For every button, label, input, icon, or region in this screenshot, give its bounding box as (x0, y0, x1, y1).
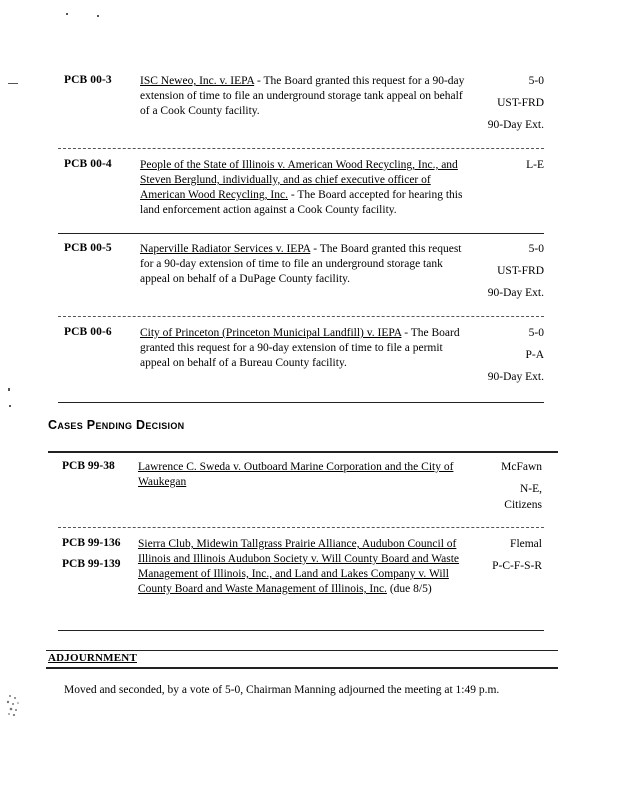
section-heading: Cases Pending Decision (48, 418, 185, 432)
adjournment-rule-top (46, 650, 558, 651)
case-number: PCB 00-3 (64, 74, 112, 86)
assigned-member: Flemal (510, 538, 542, 550)
case-party: Naperville Radiator Services v. IEPA (140, 243, 311, 255)
case-text: - The Board granted this request for a 90-day extension of time to file a permit appeal on behalf of a Bureau County facility. (140, 327, 460, 369)
case-separator (58, 233, 544, 234)
scan-speck (97, 15, 99, 17)
vote-note: 90-Day Ext. (487, 287, 544, 299)
vote-value: 5-0 (528, 243, 544, 255)
case-party: Sierra Club, Midewin Tallgrass Prairie Alliance, Audubon Council of Illinois and Illinois Audubon Society v. Will County Board and Waste Management of Illinois, Inc., and Land and Lakes Company v. Will County Board and Waste Management of Illinois, Inc. (138, 538, 460, 595)
adjournment-rule-bottom (46, 667, 558, 669)
vote-type: L-E (526, 159, 544, 171)
case-text: - The Board accepted for hearing this land enforcement action against a Cook County facility. (140, 189, 463, 216)
case-votes (492, 533, 542, 577)
case-number: PCB 99-139 (62, 558, 121, 570)
vote-type: UST-FRD (497, 265, 544, 277)
case-description (140, 158, 470, 218)
case-text: (due 8/5) (386, 583, 432, 595)
case-number: PCB 00-6 (64, 326, 112, 338)
case-number: PCB 00-4 (64, 158, 112, 170)
case-number: PCB 99-136 (62, 537, 121, 549)
case-type: N-E, (519, 483, 542, 495)
case-number: PCB 00-5 (64, 242, 112, 254)
case-separator (58, 148, 544, 149)
case-votes (488, 238, 544, 304)
assigned-member: McFawn (501, 461, 542, 473)
case-separator (58, 527, 544, 528)
case-party: ISC Neweo, Inc. v. IEPA (140, 75, 255, 87)
case-type: P-C-F-S-R (492, 560, 542, 572)
case-text: - The Board granted this request for a 90-day extension of time to file an underground storage tank appeal on behalf of a DuPage County facility. (140, 243, 462, 285)
section-rule (48, 451, 558, 453)
vote-note: 90-Day Ext. (487, 371, 544, 383)
case-votes (526, 154, 544, 176)
case-separator (58, 630, 544, 631)
case-party: People of the State of Illinois v. American Wood Recycling, Inc., and Steven Berglund, individually, and as chief executive officer of American Wood Recycling, Inc. (140, 159, 458, 201)
case-description (140, 326, 470, 371)
case-party: Lawrence C. Sweda v. Outboard Marine Corporation and the City of Waukegan (138, 461, 454, 488)
scan-speck (8, 388, 10, 391)
case-votes (488, 322, 544, 388)
scan-speck (66, 13, 68, 15)
case-text: - The Board granted this request for a 90-day extension of time to file an underground storage tank appeal on behalf of a Cook County facility. (140, 75, 465, 117)
case-description (140, 242, 470, 287)
case-party: City of Princeton (Princeton Municipal Landfill) v. IEPA (140, 327, 402, 339)
case-number: PCB 99-38 (62, 460, 115, 472)
case-description (138, 460, 468, 490)
case-type-detail: Citizens (504, 499, 542, 511)
case-votes (488, 70, 544, 136)
adjournment-text: Moved and seconded, by a vote of 5-0, Chairman Manning adjourned the meeting at 1:49 p.m. (64, 684, 500, 696)
case-separator (58, 402, 544, 403)
scan-speck (9, 405, 11, 407)
vote-note: 90-Day Ext. (487, 119, 544, 131)
vote-type: P-A (525, 349, 544, 361)
case-votes (501, 456, 542, 516)
case-separator (58, 316, 544, 317)
scan-speck (8, 83, 18, 84)
scan-smudge (4, 692, 24, 720)
vote-value: 5-0 (528, 327, 544, 339)
vote-type: UST-FRD (497, 97, 544, 109)
case-description (138, 537, 468, 597)
adjournment-heading: ADJOURNMENT (48, 652, 137, 664)
vote-value: 5-0 (528, 75, 544, 87)
case-description (140, 74, 470, 119)
